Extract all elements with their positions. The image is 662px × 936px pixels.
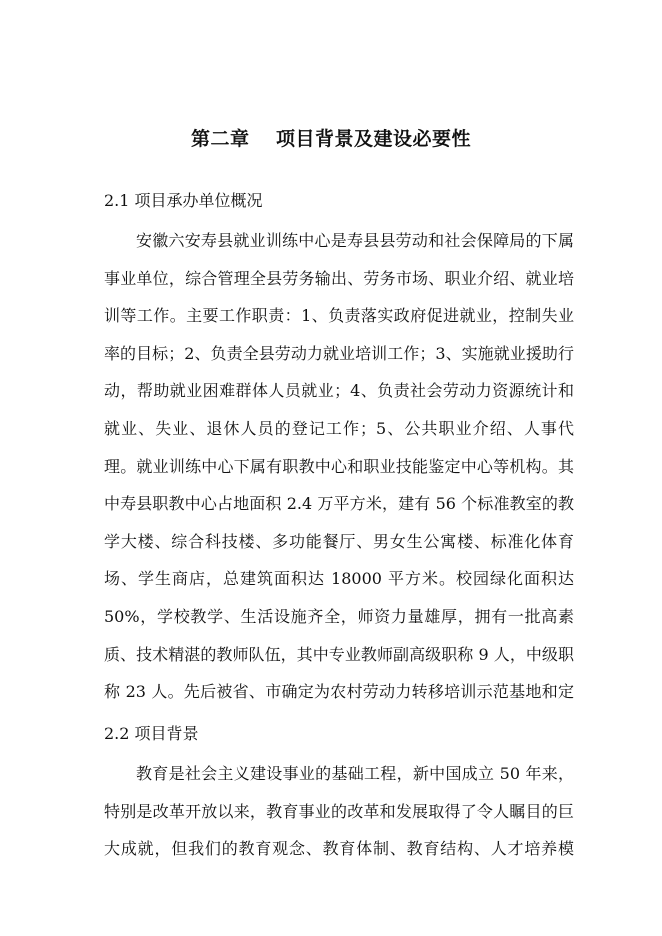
section-heading-2-1: 2.1 项目承办单位概况 — [104, 191, 263, 210]
chapter-title: 第二章 项目背景及建设必要性 — [190, 128, 472, 150]
section-heading-2-2: 2.2 项目背景 — [104, 724, 199, 743]
section-paragraph-2-1: 安徽六安寿县就业训练中心是寿县县劳动和社会保障局的下属事业单位，综合管理全县劳务输出、劳务市场、职业介绍、就业培训等工作。主要工作职责：1、负责落实政府促进就业，控制失业率的目标；2、负责全县劳动力就业培训工作；3、实施就业援助行动，帮助就业困难群体人员就业；4、负责社会劳动力资源统计和就业、失业、退休人员的登记工作；5、公共职业介绍、人事代理。就业训练中心下属有职教中心和职业技能鉴定中心等机构。其中寿县职教中心占地面积 2.4 万平方米，建有 56 个标准教室的教学大楼、综合科技楼、多功能餐厅、男女生公寓楼、标准化体育场、学生商店，总建筑面积达 18000 平方米。校园绿化面积达 50%，学校教学、生活设施齐全，师资力量雄厚，拥有一批高素质、技术精湛的教师队伍，其中专业教师副高级职称 9 人，中级职称 23 人。先后被省、市确定为农村劳动力转移培训示范基地和定 — [104, 231, 574, 702]
section-paragraph-2-2: 教育是社会主义建设事业的基础工程，新中国成立 50 年来，特别是改革开放以来，教育事业的改革和发展取得了令人瞩目的巨大成就，但我们的教育观念、教育体制、教育结构、人才培养模 — [104, 764, 574, 859]
